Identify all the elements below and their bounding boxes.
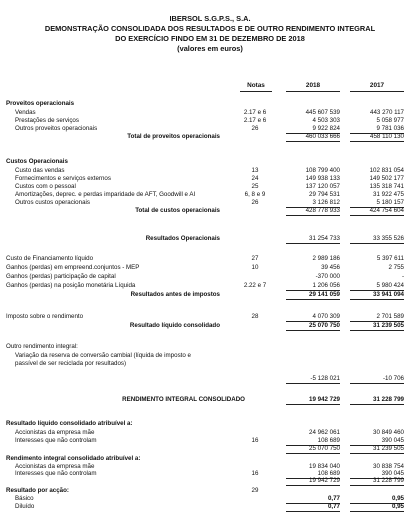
row-value-2017: 31 239 505 [350,322,404,331]
row-label: Variação da reserva de conversão cambial (líquida de imposto e [15,352,191,359]
row-value-2017: - [401,273,404,280]
row-value-2017: 102 831 054 [369,167,404,174]
row-value-2018: 24 962 061 [309,429,340,436]
row-value-2018: 19 942 729 [286,477,340,486]
row-notes: 16 [251,437,259,444]
total-row [0,291,420,299]
table-row [0,255,420,263]
row-value-2017: 30 849 460 [373,429,404,436]
row-label: RENDIMENTO INTEGRAL CONSOLIDADO [122,396,245,403]
row-value-2018: 39 456 [321,264,340,271]
row-value-2018: -370 000 [315,273,340,280]
row-value-2017: 33 941 094 [350,291,404,300]
row-notes: 25 [251,183,259,190]
table-row [0,313,420,321]
row-label: Imposto sobre o rendimento [6,313,84,320]
table-row [0,503,420,511]
subtotal-row [0,477,420,485]
row-label: Outro rendimento integral: [6,343,78,350]
table-row [0,360,420,368]
row-value-2017: 424 754 604 [350,207,404,216]
row-value-2018: 4 070 309 [286,313,340,322]
table-row [0,191,420,199]
row-value-2018: 445 607 539 [305,109,340,116]
row-notes: 26 [251,125,259,132]
row-label: passível de ser reciclada por resultados) [15,360,127,367]
row-label: Total de proveitos operacionais [127,133,220,140]
row-value-2017: 2 701 589 [350,313,404,322]
col-header-2018: 2018 [305,82,321,89]
row-value-2017: 5 058 977 [376,117,404,124]
row-value-2018: 4 503 303 [312,117,340,124]
row-value-2018: 25 070 750 [286,322,340,331]
row-value-2018: 31 254 733 [286,235,340,244]
table-row [0,282,420,290]
row-label: Resultados Operacionais [145,235,220,242]
table-row [0,437,420,445]
company-name: IBERSOL S.G.P.S., S.A. [169,14,251,23]
statement-units: (valores em euros) [177,44,243,53]
row-label: Custos com o pessoal [15,183,76,190]
col-header-2017: 2017 [369,82,385,89]
row-notes: 28 [251,313,259,320]
row-value-2017: -10 706 [350,375,404,384]
total-row [0,133,420,141]
row-notes: 2.17 e 6 [243,117,267,124]
row-value-2017: 390 045 [350,470,404,479]
col-header-rule-2017 [350,91,404,92]
row-notes: 2.17 e 6 [243,109,267,116]
row-value-2018: 108 689 [286,470,340,479]
row-value-2017: 31 228 799 [350,477,404,486]
subtotal-row [0,445,420,453]
row-value-2018: 19 834 040 [309,463,340,470]
row-value-2018: -5 128 021 [286,375,340,384]
row-notes: 2.22 e 7 [243,282,267,289]
row-label: Outros custos operacionais [15,199,90,206]
row-value-2018: 9 922 824 [286,125,340,134]
row-value-2017: 5 980 424 [350,282,404,291]
row-label: Ganhos (perdas) em empreend.conjuntos - MEP [6,264,140,271]
row-notes: 10 [251,264,259,271]
row-value-2018: 0,77 [286,503,340,512]
row-label: Custos Operacionais [6,158,68,165]
row-value-2018: 0,77 [286,495,340,504]
section-net-income-attribution [0,420,420,428]
row-value-2018: 3 126 812 [286,199,340,208]
table-row [0,183,420,191]
table-row [0,264,420,272]
row-value-2018: 25 070 750 [286,445,340,454]
row-value-2018: 460 033 666 [286,133,340,142]
col-header-rule-2018 [286,91,340,92]
table-row [0,117,420,125]
row-value-2017: 390 045 [350,437,404,446]
statement-title: DEMONSTRAÇÃO CONSOLIDADA DOS RESULTADOS E DE OUTRO RENDIMENTO INTEGRAL [44,24,376,33]
row-value-2018: 1 206 056 [286,282,340,291]
total-row [0,235,420,243]
row-label: Interesses que não controlam [15,470,97,477]
row-value-2018: 19 942 729 [286,396,340,405]
table-row [0,167,420,175]
row-value-2017: 5 180 157 [350,199,404,208]
row-value-2017: 31 239 505 [350,445,404,454]
row-label: Custo de Financiamento líquido [6,255,94,262]
row-value-2017: 31 922 475 [373,191,404,198]
row-value-2018: 29 794 531 [309,191,340,198]
table-row [0,109,420,117]
row-label: Resultado líquido consolidado [129,322,220,329]
table-row [0,273,420,281]
row-label: Ganhos (perdas) na posição monetária Líquida [6,282,136,289]
total-row [0,322,420,330]
row-value-2017: 443 270 117 [370,109,404,116]
row-label: Outros proveitos operacionais [15,125,98,132]
total-row [0,396,420,404]
row-value-2018: 108 689 [286,437,340,446]
total-row [0,207,420,215]
row-label: Total de custos operacionais [135,207,220,214]
row-label: Fornecimentos e serviços externos [15,175,111,182]
row-label: Básico [15,495,34,502]
row-notes: 29 [251,487,259,494]
row-value-2018: 108 799 400 [305,167,340,174]
row-value-2017: 33 355 526 [350,235,404,244]
row-label: Vendas [15,109,36,116]
row-label: Resultados antes de impostos [130,291,220,298]
row-label: Accionistas da empresa mãe [15,463,95,470]
table-row [0,199,420,207]
col-header-notes: Notas [247,82,265,89]
row-notes: 13 [251,167,259,174]
row-notes: 27 [251,255,259,262]
row-label: Proveitos operacionais [6,100,75,107]
section-other-income [0,343,420,351]
section-operating-costs [0,158,420,166]
table-row [0,495,420,503]
row-label: Resultado líquido consolidado atribuível a: [6,420,133,427]
row-value-2018: 137 120 057 [305,183,340,190]
row-label: Resultado por acção: [6,487,69,494]
table-row [0,352,420,360]
row-value-2017: 458 110 130 [350,133,404,142]
table-row [0,429,420,437]
row-label: Rendimento integral consolidado atribuível a: [6,455,141,462]
section-comprehensive-income-attribution [0,455,420,463]
statement-period: DO EXERCÍCIO FINDO EM 31 DE DEZEMBRO DE 2018 [115,34,305,43]
row-label: Ganhos (perdas) participação de capital [6,273,116,280]
row-value-2017: 0,95 [350,495,404,504]
row-value-2018: 29 141 059 [286,291,340,300]
row-label: Custo das vendas [15,167,65,174]
row-label: Diluído [15,503,35,510]
table-row [0,175,420,183]
row-value-2017: 0,95 [350,503,404,512]
row-value-2017: 149 502 177 [369,175,404,182]
row-value-2017: 2 755 [388,264,404,271]
row-notes: 24 [251,175,259,182]
row-notes: 6, 8 e 9 [244,191,266,198]
row-label: Accionistas da empresa mãe [15,429,95,436]
row-label: Interesses que não controlam [15,437,97,444]
row-value-2017: 31 228 799 [350,396,404,405]
row-label: Amortizações, deprec. e perdas imparidade de AFT, Goodwill e AI [15,191,196,198]
table-row [0,125,420,133]
row-value-2018: 428 778 933 [286,207,340,216]
row-label: Prestações de serviços [15,117,79,124]
col-header-rule-notes [240,91,272,92]
row-value-2017: 5 397 611 [376,255,404,262]
row-value-2017: 135 318 741 [369,183,404,190]
row-value-2017: 9 781 036 [350,125,404,134]
table-row [0,375,420,383]
row-value-2018: 2 989 186 [312,255,340,262]
row-notes: 26 [251,199,259,206]
section-earnings-per-share [0,487,420,495]
row-value-2018: 149 938 133 [305,175,340,182]
row-notes: 16 [251,470,259,477]
row-value-2017: 30 838 754 [373,463,404,470]
section-operating-revenue [0,100,420,108]
